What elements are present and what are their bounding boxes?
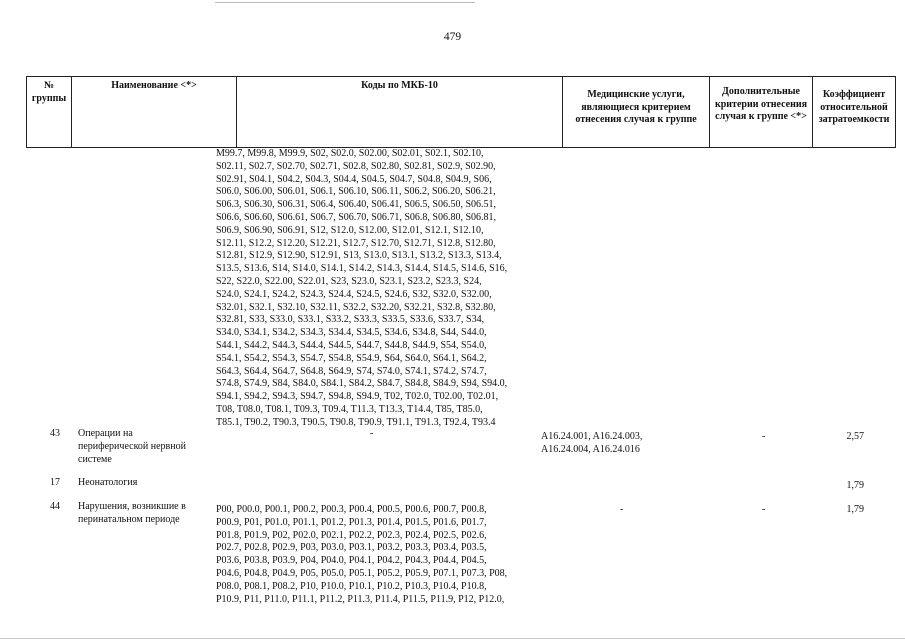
row2-name: Неонатология <box>78 477 138 488</box>
row3-group: 44 <box>50 501 60 512</box>
top-rule <box>215 2 475 3</box>
row3-services: - <box>620 504 624 515</box>
row3-name: Нарушения, возникшие в перинатальном периоде <box>78 501 186 525</box>
row3-codes: P00, P00.0, P00.1, P00.2, P00.3, P00.4, P00.5, P00.6, P00.7, P00.8, P00.9, P01, P01.0, P01.1, P01.2, P01.3, P01.4, P01.5, P01.6, P01.7, P01.8, P01.9, P02, P02.0, P02.1, P02.2, P02.3, P02.4, P02.5, P02.6, P02.7, P02.8, P02.9, P03, P03.0, P03.1, P03.2, P03.3, P03.4, P03.5, P03.6, P03.8, P03.9, P04, P04.0, P04.1, P04.2, P04.3, P04.4, P04.5, P04.6, P04.8, P04.9, P05, P05.0, P05.1, P05.2, P05.9, P07.1, P07.3, P08, P08.0, P08.1, P08.2, P10, P10.0, P10.1, P10.2, P10.3, P10.4, P10.8, P10.9, P11, P11.0, P11.1, P11.2, P11.3, P11.4, P11.5, P11.9, P12, P12.0, <box>216 504 508 605</box>
header-group-no: № группы <box>26 77 71 147</box>
row1-group: 43 <box>50 428 60 439</box>
row1-name: Операции на периферической нервной системе <box>78 428 186 465</box>
page-number: 479 <box>443 31 462 43</box>
row1-services: A16.24.001, A16.24.003, A16.24.004, A16.24.016 <box>541 431 643 455</box>
row0-codes: M99.7, M99.8, M99.9, S02, S02.0, S02.00, S02.01, S02.1, S02.10, S02.11, S02.7, S02.70, S02.71, S02.8, S02.80, S02.81, S02.9, S02.90, S02.91, S04.1, S04.2, S04.3, S04.4, S04.5, S04.7, S04.8, S04.9, S06, S06.0, S06.00, S06.01, S06.1, S06.10, S06.11, S06.2, S06.20, S06.21, S06.3, S06.30, S06.31, S06.4, S06.40, S06.41, S06.5, S06.50, S06.51, S06.6, S06.60, S06.61, S06.7, S06.70, S06.71, S06.8, S06.80, S06.81, S06.9, S06.90, S06.91, S12, S12.0, S12.00, S12.01, S12.1, S12.10, S12.11, S12.2, S12.20, S12.21, S12.7, S12.70, S12.71, S12.8, S12.80, S12.81, S12.9, S12.90, S12.91, S13, S13.0, S13.1, S13.2, S13.3, S13.4, S13.5, S13.6, S14, S14.0, S14.1, S14.2, S14.3, S14.4, S14.5, S14.6, S16, S22, S22.0, S22.00, S22.01, S23, S23.0, S23.1, S23.2, S23.3, S24, S24.0, S24.1, S24.2, S24.3, S24.4, S24.5, S24.6, S32, S32.0, S32.00, S32.01, S32.1, S32.10, S32.11, S32.2, S32.20, S32.21, S32.8, S32.80, S32.81, S33, S33.0, S33.1, S33.2, S33.3, S33.5, S33.6, S33.7, S34, S34.0, S34.1, S34.2, S34.3, S34.4, S34.5, S34.6, S34.8, S44, S44.0, S44.1, S44.2, S44.3, S44.4, S44.5, S44.7, S44.8, S44.9, S54, S54.0, S54.1, S54.2, S54.3, S54.7, S54.8, S54.9, S64, S64.0, S64.1, S64.2, S64.3, S64.4, S64.7, S64.8, S64.9, S74, S74.0, S74.1, S74.2, S74.7, S74.8, S74.9, S84, S84.0, S84.1, S84.2, S84.7, S84.8, S84.9, S94, S94.0, S94.1, S94.2, S94.3, S94.7, S94.8, S94.9, T02, T02.0, T02.00, T02.01, T08, T08.0, T08.1, T09.3, T09.4, T11.3, T13.3, T14.4, T85, T85.0, T85.1, T90.2, T90.3, T90.5, T90.8, T90.9, T91.1, T91.3, T92.4, T93.4 <box>216 148 508 428</box>
bottom-rule <box>0 638 905 639</box>
row1-codes: - <box>370 428 374 439</box>
table-header <box>26 76 896 148</box>
header-name: Наименование <*> <box>71 77 236 147</box>
header-extra: Дополнительные критерии отнесения случая к группе <*> <box>709 77 812 147</box>
header-coef: Коэффициент относительной затратоемкости <box>812 77 896 147</box>
row1-extra: - <box>762 431 766 442</box>
row2-coef: 1,79 <box>846 480 864 491</box>
header-icd: Коды по МКБ-10 <box>236 77 562 147</box>
row2-group: 17 <box>50 477 60 488</box>
header-services: Медицинские услуги, являющиеся критерием отнесения случая к группе <box>562 77 709 147</box>
row1-coef: 2,57 <box>846 431 864 442</box>
row3-extra: - <box>762 504 766 515</box>
row3-coef: 1,79 <box>846 504 864 515</box>
